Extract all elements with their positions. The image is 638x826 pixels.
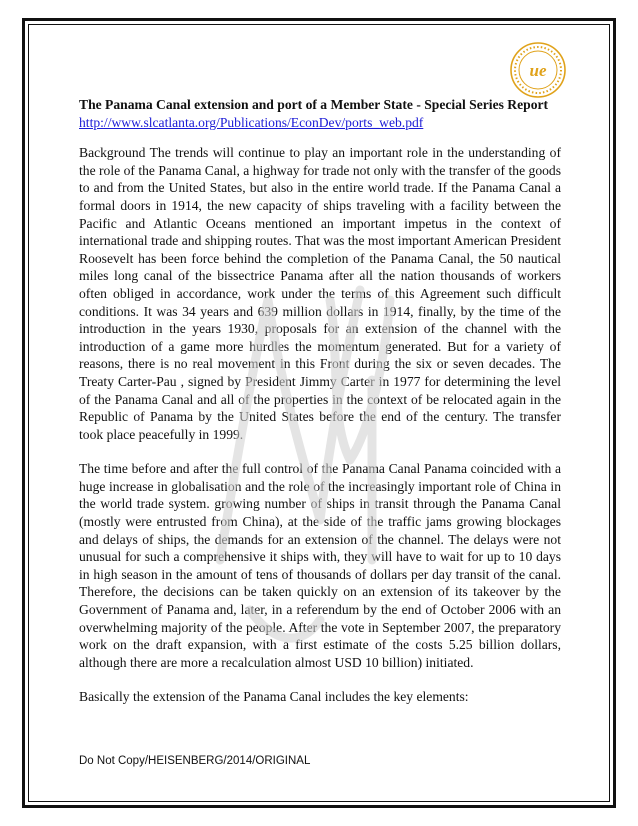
paragraph-key-elements: Basically the extension of the Panama Canal includes the key elements: (79, 689, 469, 705)
logo-monogram: ue (529, 61, 547, 80)
paragraph-background: Background The trends will continue to play an important role in the understanding of the role of the Panama Canal, a highway for trade not only with the transfer of the goods to and from the United States, but also in the entire world trade. If the Panama Canal a formal doors in 1914, the new capacity of ships traveling with a facility between the Pacific and Atlantic Oceans mentioned an important impetus in the context of international trade and shipping routes. That was the most important American President Roosevelt has been force behind the completion of the Panama Canal, the 50 nautical miles long canal of the bissectrice Panama after all the nation thousands of workers often obliged in accordance, work under the terms of this Agreement such difficult conditions. It was 34 years and 639 million dollars in 1914, finally, by the time of the introduction in the years 1930, proposals for an extension of the channel with the introduction of a game more hurdles the momentum generated. But for a variety of reasons, there is no real movement in this Front during the six or seven decades. The Treaty Carter-Pau , signed by President Jimmy Carter in 1977 for determining the level of the Panama Canal and all of the properties in the context of be relocated again in the Republic of Panama by the United States before the end of the century. The transfer took place peacefully in 1999. (79, 145, 561, 442)
source-link[interactable]: http://www.slcatlanta.org/Publications/EconDev/ports_web.pdf (79, 114, 424, 130)
paragraph-globalisation: The time before and after the full control of the Panama Canal Panama coincided with a huge increase in globalisation and the role of the increasingly important role of China in the world trade system. growing number of ships in transit through the Panama Canal (mostly were entrusted from China), at the side of the traffic jams growing blockages and delays of ships, the demands for an extension of the channel. The delays were not unusual for such a comprehensive it ships with, they will have to wait for up to 10 days in high season in the amount of tens of thousands of dollars per day transit of the canal. Therefore, the decisions can be taken quickly on an extension of its takeover by the Government of Panama and, later, in a referendum by the end of October 2006 with an overwhelming majority of the people. After the vote in September 2007, the preparatory work on the draft expansion, with a first estimate of the costs 5.25 billion dollars, although there are more a recalculation almost USD 10 billion) initiated. (79, 461, 561, 670)
footer-copyright: Do Not Copy/HEISENBERG/2014/ORIGINAL (79, 755, 311, 767)
document-title: The Panama Canal extension and port of a Member State - Special Series Report (79, 97, 549, 112)
university-logo (508, 40, 568, 100)
document-body (79, 96, 561, 723)
